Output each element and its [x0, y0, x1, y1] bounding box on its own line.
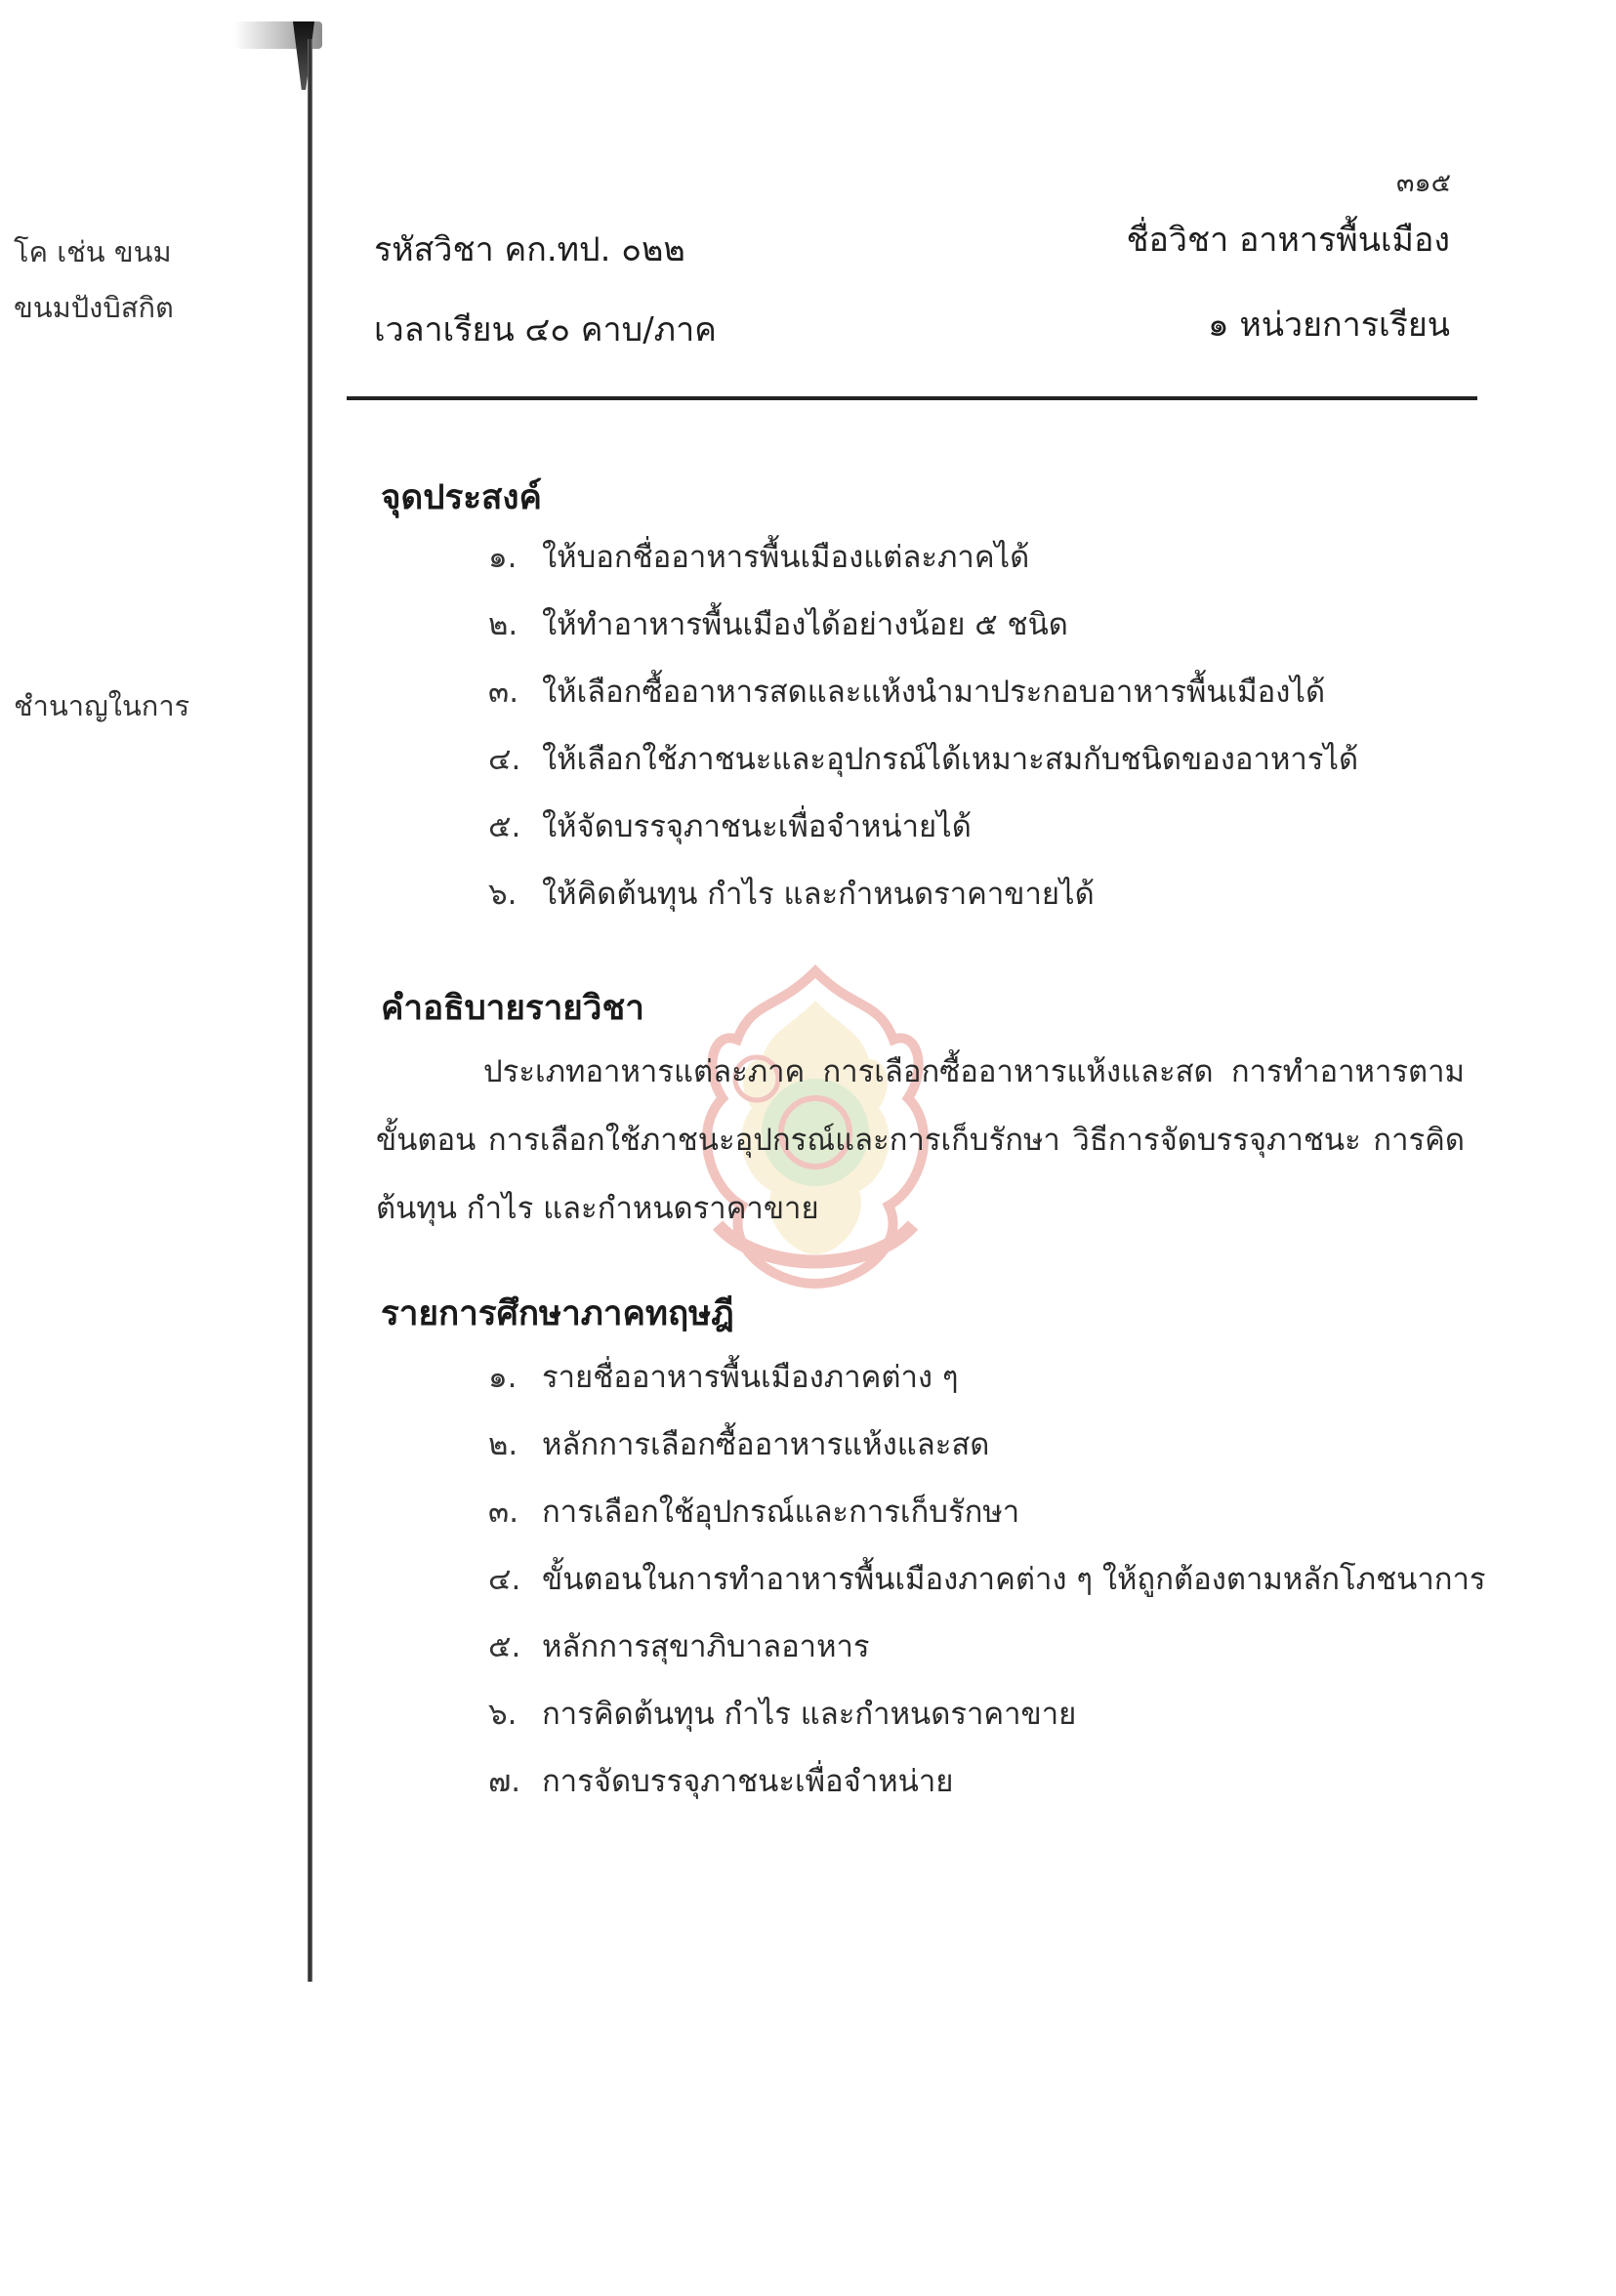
list-item [488, 667, 1358, 734]
description-title: คำอธิบายรายวิชา [381, 989, 644, 1028]
item-number: ๓. [488, 1495, 519, 1530]
list-item [488, 599, 1358, 667]
item-text: ให้ทำอาหารพื้นเมืองได้อย่างน้อย ๕ ชนิด [542, 607, 1068, 642]
item-text: หลักการเลือกซื้ออาหารแห้งและสด [542, 1427, 990, 1462]
item-number: ๒. [488, 607, 518, 642]
course-name: ชื่อวิชา อาหารพื้นเมือง [1126, 221, 1450, 260]
item-text: ให้คิดต้นทุน กำไร และกำหนดราคาขายได้ [542, 877, 1095, 912]
item-text: ขั้นตอนในการทำอาหารพื้นเมืองภาคต่าง ๆ ให้ถูกต้องตามหลักโภชนาการ [542, 1562, 1486, 1597]
list-item [488, 532, 1358, 599]
item-number: ๕. [488, 1629, 521, 1664]
item-number: ๖. [488, 1697, 518, 1732]
item-text: การคิดต้นทุน กำไร และกำหนดราคาขาย [542, 1697, 1077, 1732]
item-number: ๑. [488, 1360, 518, 1395]
item-number: ๖. [488, 877, 518, 912]
objectives-title: จุดประสงค์ [381, 478, 542, 517]
item-number: ๗. [488, 1764, 521, 1799]
item-text: รายชื่ออาหารพื้นเมืองภาคต่าง ๆ [542, 1360, 959, 1395]
list-item [488, 1554, 1486, 1621]
list-item [488, 1352, 1486, 1419]
theory-list [488, 1352, 1486, 1824]
item-text: การเลือกใช้อุปกรณ์และการเก็บรักษา [542, 1495, 1020, 1530]
item-text: การจัดบรรจุภาชนะเพื่อจำหน่าย [542, 1764, 954, 1799]
margin-note-2: ขนมปังบิสกิต [14, 291, 174, 324]
item-number: ๔. [488, 1562, 521, 1597]
item-text: ให้บอกชื่ออาหารพื้นเมืองแต่ละภาคได้ [542, 540, 1030, 575]
item-number: ๕. [488, 809, 521, 844]
list-item [488, 1621, 1486, 1689]
item-text: ให้เลือกใช้ภาชนะและอุปกรณ์ได้เหมาะสมกับชนิดของอาหารได้ [542, 742, 1359, 777]
item-number: ๒. [488, 1427, 518, 1462]
theory-title: รายการศึกษาภาคทฤษฎี [381, 1294, 734, 1333]
item-number: ๔. [488, 742, 521, 777]
list-item [488, 1756, 1486, 1824]
page-number: ๓๑๕ [1396, 168, 1452, 198]
binding-margin-line [308, 39, 312, 1982]
list-item [488, 1419, 1486, 1487]
margin-note-1: โค เช่น ขนม [14, 235, 172, 268]
item-text: ให้เลือกซื้ออาหารสดและแห้งนำมาประกอบอาหารพื้นเมืองได้ [542, 675, 1326, 710]
list-item [488, 734, 1358, 801]
item-text: หลักการสุขาภิบาลอาหาร [542, 1629, 870, 1664]
list-item [488, 1487, 1486, 1554]
item-number: ๓. [488, 675, 519, 710]
objectives-list [488, 532, 1358, 936]
description-text: ประเภทอาหารแต่ละภาค การเลือกซื้ออาหารแห้งและสด การทำอาหารตามขั้นตอน การเลือกใช้ภาชนะอุปกรณ์และการเก็บรักษา วิธีการจัดบรรจุภาชนะ การคิดต้นทุน กำไร และกำหนดราคาขาย [376, 1054, 1465, 1226]
list-item [488, 869, 1358, 936]
list-item [488, 1689, 1486, 1756]
course-code: รหัสวิชา คก.ทป. ๐๒๒ [374, 230, 685, 269]
study-time: เวลาเรียน ๔๐ คาบ/ภาค [374, 310, 717, 349]
margin-note-3: ชำนาญในการ [14, 689, 190, 722]
item-text: ให้จัดบรรจุภาชนะเพื่อจำหน่ายได้ [542, 809, 972, 844]
header-rule [347, 396, 1477, 400]
item-number: ๑. [488, 540, 518, 575]
list-item [488, 801, 1358, 869]
credit-units: ๑ หน่วยการเรียน [1207, 306, 1450, 345]
